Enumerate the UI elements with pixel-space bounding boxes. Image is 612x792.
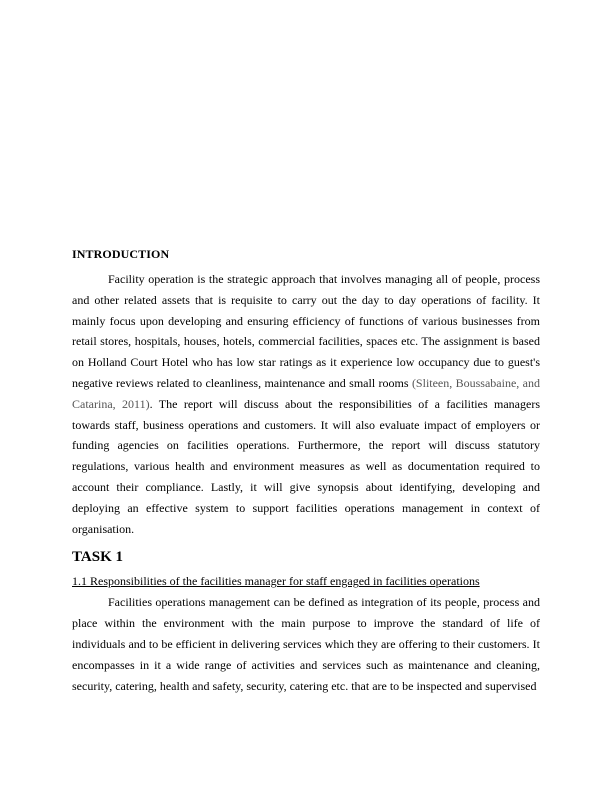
task1-subheading: 1.1 Responsibilities of the facilities manager for staff engaged in facilities operations	[72, 574, 480, 589]
introduction-heading: INTRODUCTION	[72, 247, 170, 261]
introduction-text-part-1: Facility operation is the strategic approach that involves managing all of people, process and other related assets that is requisite to carry out the day to day operations of facility. It mainly focus upon developing and ensuring efficiency of functions of various businesses from retail stores, hospitals, houses, hotels, commercial facilities, spaces etc. The assignment is based on Holland Court Hotel who has low star ratings as it experience low occupancy due to guest's negative reviews related to cleanliness, maintenance and small rooms	[72, 272, 540, 390]
task1-heading: TASK 1	[72, 549, 123, 566]
task1-paragraph: Facilities operations management can be defined as integration of its people, process and place within the environment with the main purpose to improve the standard of life of individuals and to be efficient in delivering services which they are offering to their customers. It encompasses in it a wide range of activities and services such as maintenance and cleaning, security, catering, health and safety, security, catering etc. that are to be inspected and supervised	[72, 595, 540, 693]
document-content	[72, 246, 540, 696]
introduction-paragraph	[72, 269, 540, 539]
introduction-citation: (Sliteen, Boussabaine, and Catarina, 2011)	[72, 375, 540, 411]
introduction-text-part-2: . The report will discuss about the responsibilities of a facilities managers towards staff, business operations and customers. It will also evaluate impact of employers or funding agencies on facilities operations. Furthermore, the report will discuss statutory regulations, various health and environment measures as well as documentation required to account their compliance. Lastly, it will give synopsis about identifying, developing and deploying an effective system to support facilities operations management in context of organisation.	[72, 396, 541, 536]
